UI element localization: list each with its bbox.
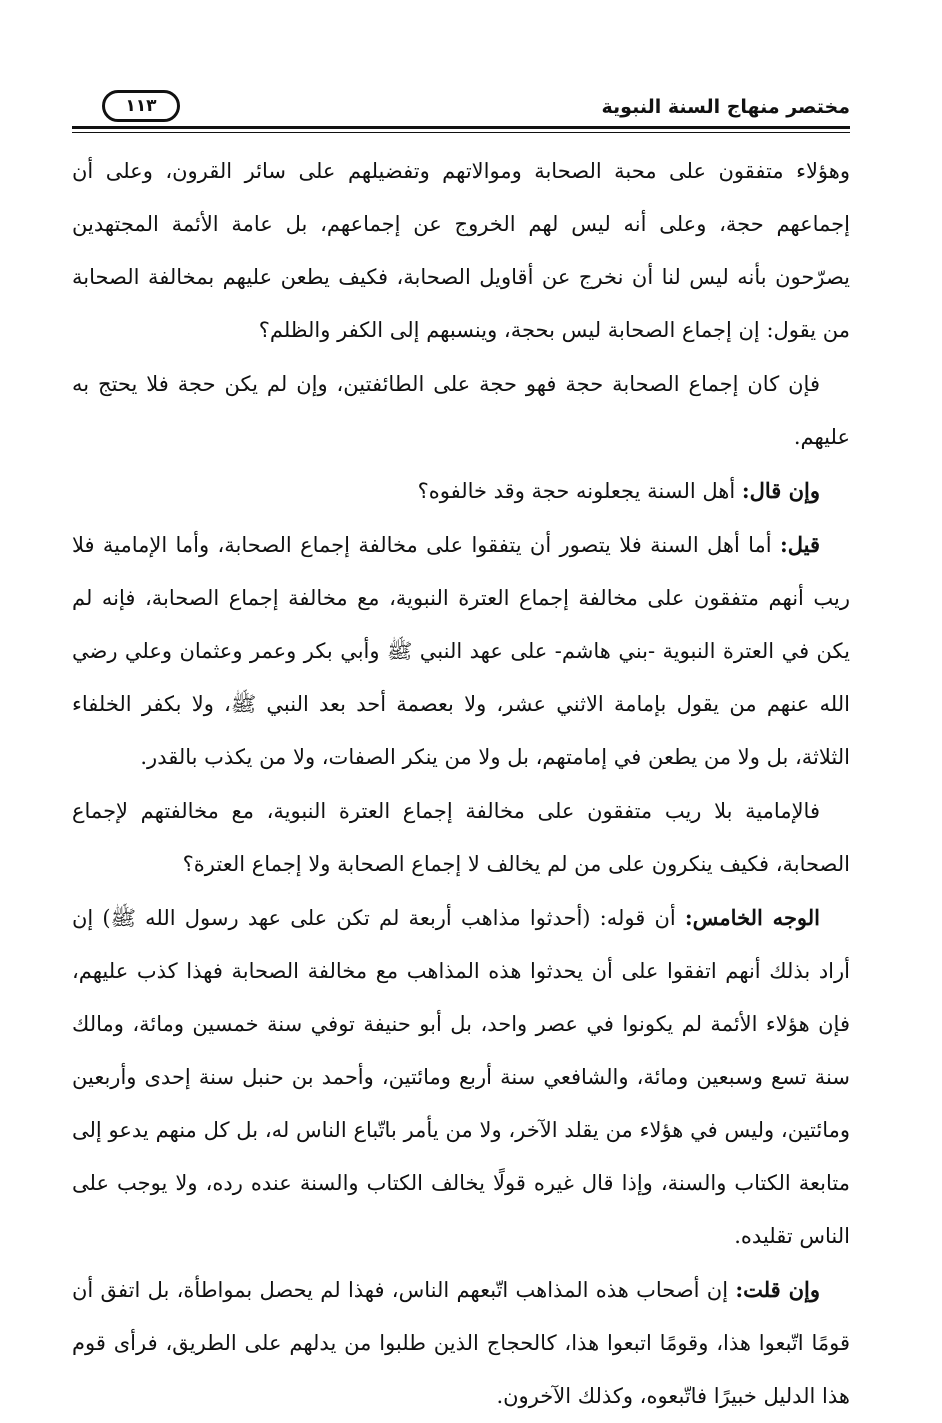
paragraph (72, 891, 850, 1263)
paragraph-lead: الوجه الخامس: (684, 905, 821, 930)
book-title: مختصر منهاج السنة النبوية (601, 96, 850, 118)
paragraph-lead: وإن قلت: (735, 1277, 821, 1302)
paragraph-text: أهل السنة يجعلونه حجة وقد خالفوه؟ (417, 479, 742, 503)
paragraph (72, 144, 850, 357)
paragraph (72, 518, 850, 784)
paragraph (72, 1263, 850, 1423)
paragraph (72, 464, 850, 518)
body-text (72, 144, 850, 1423)
paragraph-text: فإن كان إجماع الصحابة حجة فهو حجة على الطائفتين، وإن لم يكن حجة فلا يحتج به عليهم. (72, 372, 850, 449)
paragraph-text: أما أهل السنة فلا يتصور أن يتفقوا على مخالفة إجماع الصحابة، وأما الإمامية فلا ريب أنهم متفقون على مخالفة إجماع العترة النبوية، مع مخالفة إجماع الصحابة، فإنه لم يكن في العترة النبوية -بني هاشم- على عهد النبي ﷺ وأبي بكر وعمر وعثمان وعلي رضي الله عنهم من يقول بإمامة الاثني عشر، ولا بعصمة أحد بعد النبي ﷺ، ولا بكفر الخلفاء الثلاثة، بل ولا من يطعن في إمامتهم، بل ولا من ينكر الصفات، ولا من يكذب بالقدر. (72, 533, 850, 769)
page-header (72, 88, 850, 128)
paragraph-text: فالإمامية بلا ريب متفقون على مخالفة إجماع العترة النبوية، مع مخالفتهم لإجماع الصحابة، فكيف ينكرون على من لم يخالف لا إجماع الصحابة ولا إجماع العترة؟ (72, 799, 850, 876)
paragraph-text: وهؤلاء متفقون على محبة الصحابة وموالاتهم وتفضيلهم على سائر القرون، وعلى أن إجماعهم حجة، وعلى أنه ليس لهم الخروج عن إجماعهم، بل عامة الأئمة المجتهدين يصرّحون بأنه ليس لنا أن نخرج عن أقاويل الصحابة، فكيف يطعن عليهم بمخالفة الصحابة من يقول: إن إجماع الصحابة ليس بحجة، وينسبهم إلى الكفر والظلم؟ (72, 159, 850, 342)
paragraph-text: إن أصحاب هذه المذاهب اتّبعهم الناس، فهذا لم يحصل بمواطأة، بل اتفق أن قومًا اتّبعوا هذا، وقومًا اتبعوا هذا، كالحجاج الذين طلبوا من يدلهم على الطريق، فرأى قوم هذا الدليل خبيرًا فاتّبعوه، وكذلك الآخرون. (72, 1278, 850, 1408)
header-rule-thick (72, 126, 850, 129)
header-rule-thin (72, 132, 850, 133)
paragraph-lead: قيل: (779, 532, 820, 557)
paragraph-lead: وإن قال: (741, 478, 820, 503)
page-number-badge: ١١٣ (102, 90, 180, 122)
paragraph (72, 357, 850, 464)
paragraph (72, 784, 850, 891)
paragraph-text: أن قوله: (أحدثوا مذاهب أربعة لم تكن على عهد رسول الله ﷺ) إن أراد بذلك أنهم اتفقوا على أن يحدثوا هذه المذاهب مع مخالفة الصحابة فهذا كذب عليهم، فإن هؤلاء الأئمة لم يكونوا في عصر واحد، بل أبو حنيفة توفي سنة خمسين ومائة، ومالك سنة تسع وسبعين ومائة، والشافعي سنة أربع ومائتين، وأحمد بن حنبل سنة إحدى وأربعين ومائتين، وليس في هؤلاء من يقلد الآخر، ولا من يأمر باتّباع الناس له، بل كل منهم يدعو إلى متابعة الكتاب والسنة، وإذا قال غيره قولًا يخالف الكتاب والسنة عنده رده، ولا يوجب على الناس تقليده. (72, 906, 850, 1248)
